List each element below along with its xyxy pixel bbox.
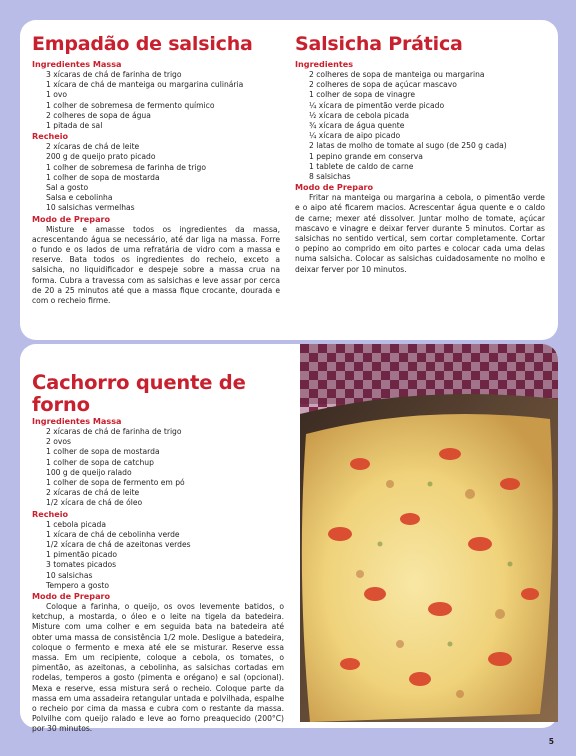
ingredient-item: 1 colher de sopa de mostarda — [46, 447, 160, 457]
ingredient-item: 1/2 xícara de chá de azeitonas verdes — [46, 540, 191, 550]
recipe-title: Empadão de salsicha — [32, 33, 253, 55]
ingredient-item: ¼ xícara de pimentão verde picado — [309, 100, 445, 110]
ingredient-item: ½ xícara de cebola picada — [309, 110, 410, 120]
ingredient-item: ¼ xícara de aipo picado — [309, 131, 401, 141]
section-heading: Ingredientes Massa — [32, 59, 122, 69]
ingredient-item: 1 pitada de sal — [46, 121, 103, 131]
ingredient-item: 3 xícaras de chá de farinha de trigo — [46, 70, 182, 79]
ingredient-item: 200 g de queijo prato picado — [46, 152, 156, 162]
ingredient-item: 10 salsichas — [46, 570, 93, 580]
ingredient-item: 1/2 xícara de chá de óleo — [46, 498, 143, 508]
ingredient-item: 8 salsichas — [309, 172, 351, 182]
ingredient-item: 2 colheres de sopa de água — [46, 110, 151, 120]
method-heading: Modo de Preparo — [32, 213, 111, 224]
ingredient-list — [32, 427, 284, 509]
page-number: 5 — [548, 737, 554, 746]
ingredient-item: 2 colheres de sopa de manteiga ou margarina — [309, 70, 485, 79]
ingredient-item: 1 colher de sopa de catchup — [46, 457, 154, 467]
recipe-cachorro-quente-de-forno — [32, 372, 284, 735]
method-heading: Modo de Preparo — [32, 591, 111, 602]
section-heading: Ingredientes — [295, 59, 354, 69]
recipe-title: Cachorro quente de forno — [32, 371, 246, 416]
ingredient-item: 2 colheres de sopa de açúcar mascavo — [309, 80, 457, 90]
method-text: Fritar na manteiga ou margarina a cebola, o pimentão verde e o aipo até ficarem macios. Acrescentar água quente e o caldo de carne; mexer até dissolver. Juntar molho de tomate, açúcar mascavo e vinagre e deixar ferver durante 5 minutos. Cortar as salsichas no sentido vertical, sem cortar completamente. Cortar o pepino ao comprido em oito partes e colocar cada uma delas numa salsicha. Colocar as salsichas cuidadosamente no molho e deixar ferver por 10 minutos. — [295, 193, 545, 274]
ingredient-item: 1 xícara de chá de cebolinha verde — [46, 529, 180, 539]
ingredient-item: 1 colher de sobremesa de fermento químico — [46, 100, 215, 110]
method-text: Misture e amasse todos os ingredientes da massa, acrescentando água se necessário, até dar liga na massa. Forre o fundo e os lados de uma refratária de vidro com a massa e reserve. Bata todos os ingredientes do recheio, exceto a salsicha, no liquidificador e despeje sobre a massa crua na forma. Cubra a travessa com as salsichas e leve assar por cerca de 20 a 25 minutos até que a massa fique crocante, dourada e com o recheio firme. — [32, 224, 280, 306]
ingredient-item: 3 tomates picados — [46, 560, 117, 570]
ingredient-item: 1 tablete de caldo de carne — [309, 161, 414, 171]
ingredient-list — [32, 520, 284, 591]
ingredient-item: Salsa e cebolinha — [46, 193, 113, 203]
ingredient-item: 1 colher de sopa de vinagre — [309, 90, 416, 100]
ingredient-item: 1 cebola picada — [46, 519, 106, 529]
ingredient-item: 1 colher de sopa de fermento em pó — [46, 478, 185, 488]
method-heading: Modo de Preparo — [295, 182, 374, 193]
ingredient-item: 2 latas de molho de tomate al sugo (de 250 g cada) — [309, 141, 507, 151]
ingredient-item: 2 xícaras de chá de farinha de trigo — [46, 427, 182, 436]
page-side-stripe — [0, 0, 21, 756]
ingredient-item: 1 colher de sobremesa de farinha de trigo — [46, 162, 206, 172]
method-text: Coloque a farinha, o queijo, os ovos levemente batidos, o ketchup, a mostarda, o óleo e o leite na tigela da batedeira. Misture com uma colher e em seguida bata na batedeira até obter uma massa de consistência 1/2 mole. Desligue a batedeira, coloque o fermento e mexa até ele se misturar. Reserve essa massa. Em um recipiente, coloque a cebola, os tomates, o pimentão, as azeitonas, a cebolinha, as salsichas cortadas em rodelas, temperos a gosto (pimenta e orégano) e sal (opcional). Mexa e reserve, essa mistura será o recheio. Coloque parte da massa em uma assadeira retangular untada e polvilhada, espalhe o recheio por cima da massa e cubra com o restante da massa. Polvilhe com queijo ralado e leve ao forno preaquecido (200°C) por 30 minutos. — [32, 602, 284, 734]
bottom-recipe-card — [20, 344, 558, 734]
casserole-photo — [300, 344, 558, 722]
ingredient-item: 1 pimentão picado — [46, 550, 117, 560]
ingredient-item: 2 xícaras de chá de leite — [46, 142, 140, 152]
ingredient-list — [32, 70, 280, 131]
ingredient-item: 1 ovo — [46, 90, 68, 100]
section-heading: Recheio — [32, 131, 69, 142]
recipe-salsicha-pratica — [295, 33, 545, 275]
ingredient-item: 1 pepino grande em conserva — [309, 151, 423, 161]
ingredient-item: ¾ xícara de água quente — [309, 121, 405, 131]
ingredient-item: 1 xícara de chá de manteiga ou margarina culinária — [46, 80, 244, 90]
recipe-title: Salsicha Prática — [295, 33, 463, 55]
ingredient-item: 1 colher de sopa de mostarda — [46, 172, 160, 182]
ingredient-item: Sal a gosto — [46, 183, 89, 193]
ingredient-item: 100 g de queijo ralado — [46, 467, 132, 477]
ingredient-list — [295, 70, 545, 182]
section-heading: Ingredientes Massa — [32, 416, 122, 426]
ingredient-item: 2 ovos — [46, 437, 71, 447]
recipe-empadao-de-salsicha — [32, 33, 280, 306]
top-recipes-card — [20, 20, 558, 340]
section-heading: Recheio — [32, 508, 69, 519]
ingredient-item: Tempero a gosto — [46, 580, 110, 590]
ingredient-list — [32, 142, 280, 213]
ingredient-item: 2 xícaras de chá de leite — [46, 488, 140, 498]
ingredient-item: 10 salsichas vermelhas — [46, 203, 135, 213]
